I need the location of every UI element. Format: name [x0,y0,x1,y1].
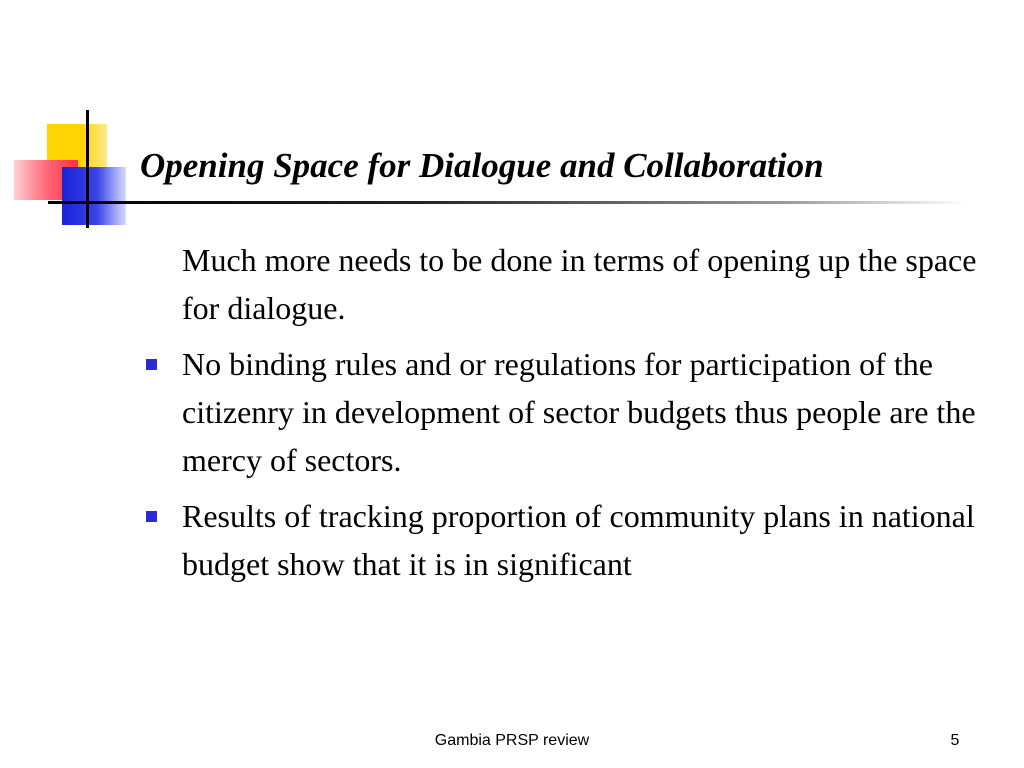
square-bullet-icon [146,359,157,370]
slide-logo-decoration [0,0,140,240]
paragraph-text: Much more needs to be done in terms of opening up the space for dialogue. [182,242,977,326]
body-paragraph-1 [144,236,1004,332]
vertical-rule [86,110,89,228]
title-underline-rule [48,201,968,204]
bullet-text: Results of tracking proportion of community plans in national budget show that it is in significant [182,498,975,582]
blue-square-decoration [62,167,126,225]
bullet-item-1 [144,340,1004,484]
square-bullet-icon [146,511,157,522]
bullet-text: No binding rules and or regulations for participation of the citizenry in development of sector budgets thus people are the mercy of sectors. [182,346,976,478]
slide-title: Opening Space for Dialogue and Collaboration [140,146,824,185]
footer-label: Gambia PRSP review [434,732,590,749]
bullet-item-2 [144,492,1004,588]
slide-body [144,236,1004,596]
page-number: 5 [950,732,960,749]
